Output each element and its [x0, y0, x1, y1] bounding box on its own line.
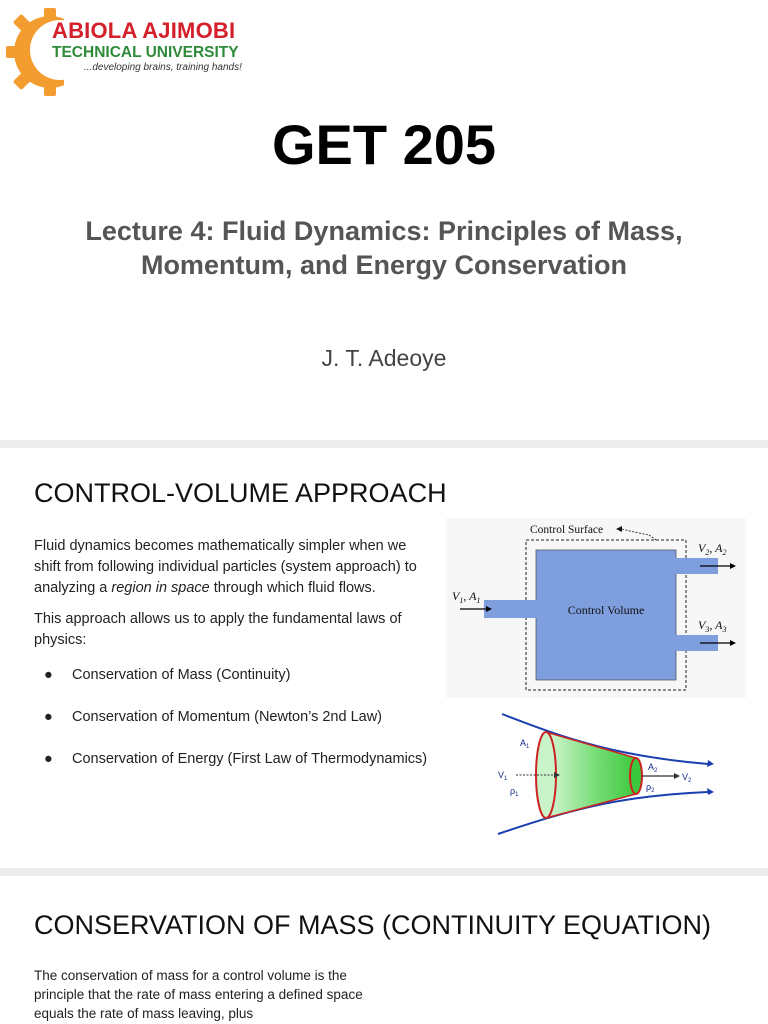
a2-label: $A_2$: [648, 762, 658, 774]
a1-label: $A_1$: [520, 738, 530, 750]
paragraph-intro: Fluid dynamics becomes mathematically simpler when we shift from following individual particles (system approach) to analyzing a region in space through which fluid flows.: [34, 538, 417, 596]
outlet2-label: $V_3$, $A_3$: [698, 618, 727, 634]
control-surface-label: Control Surface: [530, 524, 604, 536]
slide-body: The conservation of mass for a control volume is the principle that the rate of mass entering a defined space equals the rate of mass leaving, plus: [34, 968, 363, 1021]
logo-university-subtitle: TECHNICAL UNIVERSITY: [52, 44, 239, 61]
outlet-section: [630, 758, 642, 794]
control-volume-label: Control Volume: [567, 603, 645, 617]
university-logo: [0, 0, 260, 110]
paragraph-laws: This approach allows us to apply the fundamental laws of physics:: [34, 611, 402, 648]
list-item: ● Conservation of Energy (First Law of Thermodynamics): [34, 749, 434, 770]
nozzle-flow-diagram: [494, 708, 714, 844]
slide-separator: [0, 868, 768, 876]
title-slide: [0, 0, 768, 440]
list-item: ● Conservation of Mass (Continuity): [34, 665, 434, 686]
logo-university-name: ABIOLA AJIMOBI: [52, 18, 236, 43]
author-name: J. T. Adeoye: [321, 345, 447, 371]
laws-list: [34, 665, 434, 770]
outlet1-label: $V_2$, $A_2$: [698, 541, 727, 557]
slide-title: CONTROL-VOLUME APPROACH: [34, 478, 447, 508]
lecture-subtitle: Lecture 4: Fluid Dynamics: Principles of Mass, Momentum, and Energy Conservation: [85, 216, 683, 280]
bullet-icon: ●: [44, 667, 53, 683]
logo-tagline: ...developing brains, training hands!: [84, 62, 242, 73]
continuity-slide: [0, 876, 768, 1024]
bullet-icon: ●: [44, 709, 53, 725]
inlet-label: $V_1$, $A_1$: [452, 589, 481, 605]
rho2-label: $\rho_2$: [646, 782, 655, 794]
slide-separator: [0, 440, 768, 448]
slide-title: CONSERVATION OF MASS (CONTINUITY EQUATION): [34, 910, 712, 940]
control-volume-diagram: [446, 518, 746, 698]
slide-body: [34, 536, 434, 791]
v1-label: $V_1$: [498, 770, 508, 782]
list-item: ● Conservation of Momentum (Newton’s 2nd Law): [34, 707, 434, 728]
control-volume-slide: [0, 448, 768, 868]
rho1-label: $\rho_1$: [510, 786, 519, 798]
v2-label: $V_2$: [682, 772, 692, 784]
inlet-pipe: [484, 600, 538, 618]
bullet-icon: ●: [44, 751, 53, 767]
course-title: GET 205: [271, 113, 497, 176]
